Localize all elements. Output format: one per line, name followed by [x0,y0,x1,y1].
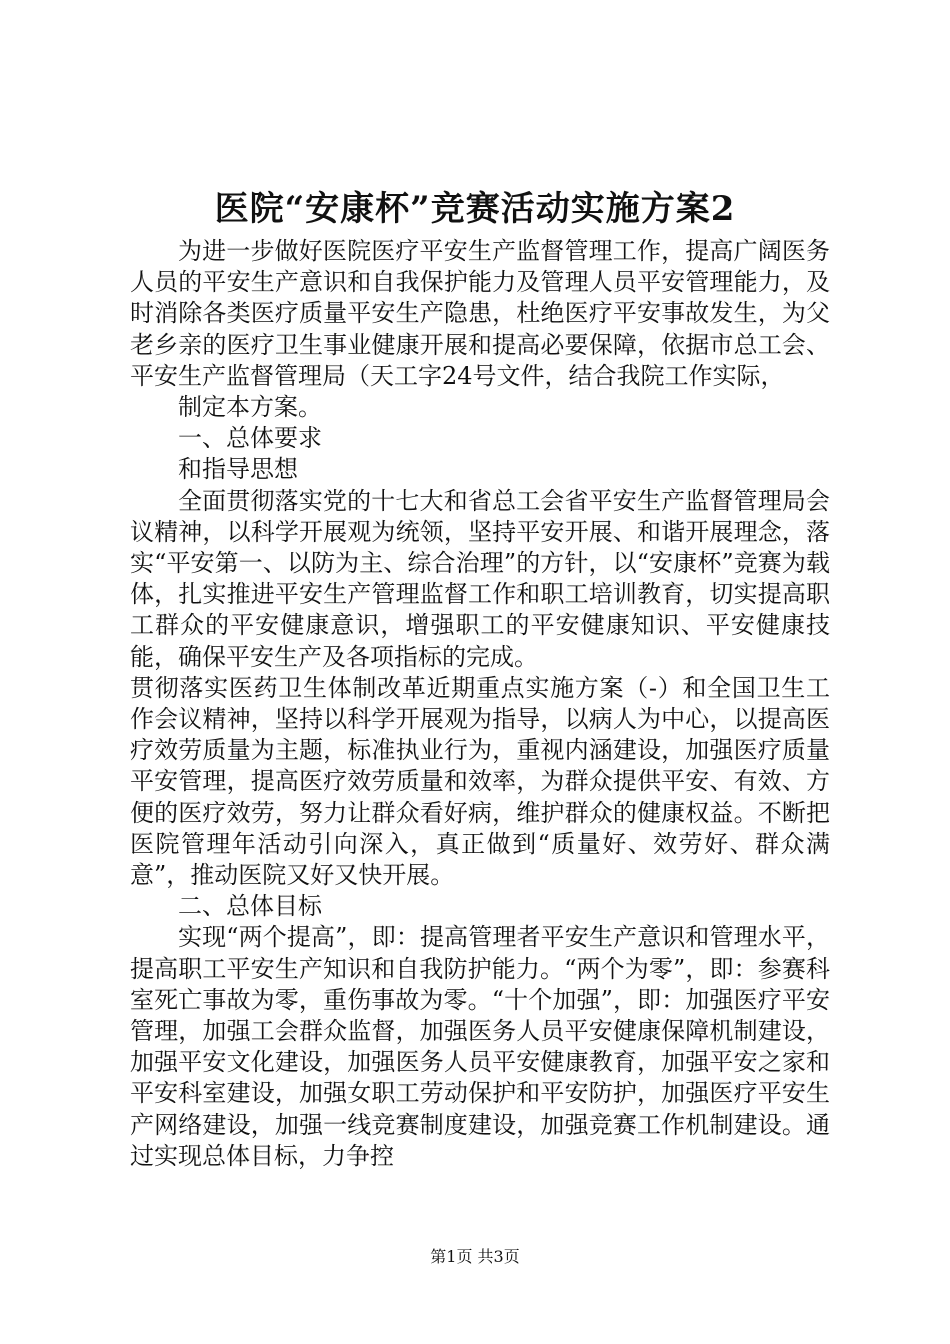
paragraph-intro: 为进一步做好医院医疗平安生产监督管理工作，提高广阔医务人员的平安生产意识和自我保护能力及管理人员平安管理能力，及时消除各类医疗质量平安生产隐患，杜绝医疗平安事故发生，为父老乡亲的医疗卫生事业健康开展和提高必要保障，依据市总工会、平安生产监督管理局（天工字24号文件，结合我院工作实际， [130,237,830,390]
paragraph-guiding-thought: 全面贯彻落实党的十七大和省总工会省平安生产监督管理局会议精神，以科学开展观为统领，坚持平安开展、和谐开展理念，落实“平安第一、以防为主、综合治理”的方针，以“安康杯”竞赛为载体，扎实推进平安生产管理监督工作和职工培训教育，切实提高职工群众的平安健康意识，增强职工的平安健康知识、平安健康技能，确保平安生产及各项指标的完成。 [130,486,830,671]
section-heading-1: 一、总体要求 [178,424,322,453]
paragraph-plan: 制定本方案。 [178,393,322,422]
paragraph-reform: 贯彻落实医药卫生体制改革近期重点实施方案（-）和全国卫生工作会议精神，坚持以科学开展观为指导，以病人为中心，以提高医疗效劳质量为主题，标准执业行为，重视内涵建设，加强医疗质量平安管理，提高医疗效劳质量和效率，为群众提供平安、有效、方便的医疗效劳，努力让群众看好病，维护群众的健康权益。不断把医院管理年活动引向深入，真正做到“质量好、效劳好、群众满意”，推动医院又好又快开展。 [130,673,830,890]
document-body [130,236,830,1172]
paragraph-goals: 实现“两个提高”，即：提高管理者平安生产意识和管理水平，提高职工平安生产知识和自我防护能力。“两个为零”，即：参赛科室死亡事故为零，重伤事故为零。“十个加强”，即：加强医疗平安管理，加强工会群众监督，加强医务人员平安健康保障机制建设，加强平安文化建设，加强医务人员平安健康教育，加强平安之家和平安科室建设，加强女职工劳动保护和平安防护，加强医疗平安生产网络建设，加强一线竞赛制度建设，加强竞赛工作机制建设。通过实现总体目标，力争控 [130,923,830,1170]
page-title: 医院“安康杯”竞赛活动实施方案2 [214,189,736,229]
section-heading-1-cont: 和指导思想 [178,455,298,484]
section-heading-2: 二、总体目标 [178,892,322,921]
page-footer: 第1页 共3页 [430,1247,520,1266]
